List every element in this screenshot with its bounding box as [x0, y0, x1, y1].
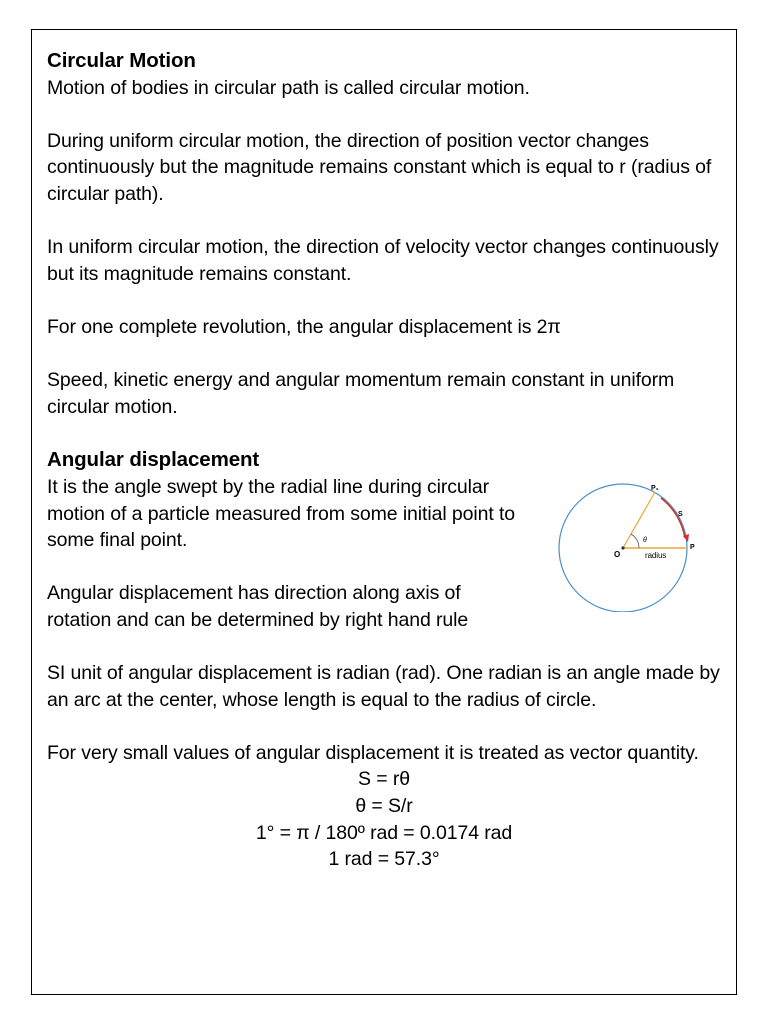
document-content — [47, 48, 727, 873]
paragraph-small-values: For very small values of angular displacement it is treated as vector quantity. — [47, 741, 699, 764]
radial-line-p1 — [623, 492, 655, 548]
theta-arc — [631, 534, 639, 548]
document-page — [31, 29, 737, 995]
paragraph-position-vector: During uniform circular motion, the direction of position vector changes continuously but the magnitude remains constant which is equal to r (radius of circular path). — [47, 129, 712, 205]
paragraph-revolution: For one complete revolution, the angular displacement is 2π — [47, 315, 561, 338]
paragraph-angle-swept: It is the angle swept by the radial line during circular motion of a particle measured from some initial point to some final point. — [47, 475, 516, 552]
equation-arc-length: S = rθ — [358, 768, 410, 791]
heading-circular-motion: Circular Motion — [47, 49, 196, 72]
paragraph-definition: Motion of bodies in circular path is called circular motion. — [47, 76, 530, 99]
label-p: P — [690, 543, 695, 551]
heading-angular-displacement: Angular displacement — [47, 448, 260, 472]
equation-theta: θ = S/r — [355, 795, 413, 818]
label-p1: P₁ — [651, 484, 659, 492]
paragraph-si-unit: SI unit of angular displacement is radian (rad). One radian is an angle made by an arc at the center, whose length is equal to the radius of circle. — [47, 662, 720, 711]
paragraph-velocity-vector: In uniform circular motion, the direction of velocity vector changes continuously but its magnitude remains constant. — [47, 236, 719, 285]
label-s: S — [678, 510, 683, 518]
paragraph-direction: Angular displacement has direction along axis of rotation and can be determined by right hand rule — [47, 582, 469, 631]
circle-diagram — [557, 482, 717, 612]
center-point — [621, 546, 624, 549]
label-radius: radius — [645, 550, 667, 560]
equation-degree-conversion: 1° = π / 180º rad = 0.0174 rad — [255, 821, 513, 844]
label-theta: θ — [643, 536, 647, 544]
angular-displacement-block — [47, 474, 727, 634]
paragraph-constants: Speed, kinetic energy and angular momentum remain constant in uniform circular motion. — [47, 369, 675, 418]
equation-radian-conversion: 1 rad = 57.3° — [328, 848, 440, 871]
label-center: O — [614, 549, 621, 559]
arc-length-s — [661, 498, 685, 538]
